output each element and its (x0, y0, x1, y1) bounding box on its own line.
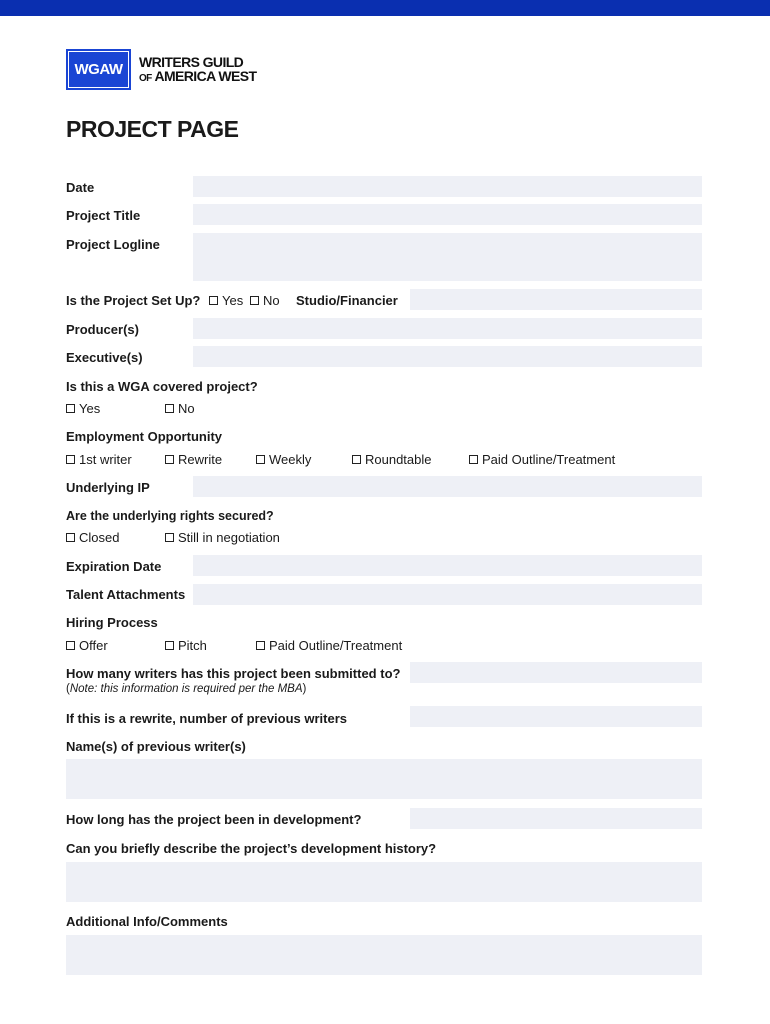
expiration-date-label: Expiration Date (66, 559, 162, 574)
checkbox-icon[interactable] (352, 455, 361, 464)
emp-weekly-option[interactable] (256, 452, 311, 467)
wga-covered-label: Is this a WGA covered project? (66, 379, 258, 394)
previous-writers-names-input[interactable] (66, 759, 702, 799)
rights-negotiation-option[interactable] (165, 530, 280, 545)
rights-secured-label: Are the underlying rights secured? (66, 509, 274, 523)
underlying-ip-label: Underlying IP (66, 480, 150, 495)
rights-negotiation-label: Still in negotiation (178, 530, 280, 545)
underlying-ip-input[interactable] (193, 476, 702, 497)
emp-paid-outline-option[interactable] (469, 452, 615, 467)
project-title-label: Project Title (66, 208, 141, 223)
wga-yes-option[interactable] (66, 401, 100, 416)
studio-financier-input[interactable] (410, 289, 702, 310)
expiration-date-input[interactable] (193, 555, 702, 576)
executives-input[interactable] (193, 346, 702, 367)
development-history-label: Can you briefly describe the project’s development history? (66, 841, 437, 856)
executives-label: Executive(s) (66, 350, 143, 365)
top-banner (0, 0, 770, 16)
development-history-input[interactable] (66, 862, 702, 902)
note-open-paren: ( (66, 683, 70, 695)
previous-writers-names-label: Name(s) of previous writer(s) (66, 739, 246, 754)
hire-pitch-label: Pitch (178, 638, 207, 653)
logo-line-1: WRITERS GUILD (139, 54, 244, 70)
note-text: Note: this information is required per the MBA (69, 683, 303, 695)
setup-yes-label: Yes (222, 293, 244, 308)
project-logline-label: Project Logline (66, 237, 160, 252)
project-title-input[interactable] (193, 204, 702, 225)
employment-opportunity-label: Employment Opportunity (66, 429, 222, 444)
wgaw-logo (66, 49, 131, 90)
checkbox-icon[interactable] (66, 641, 75, 650)
emp-roundtable-option[interactable] (352, 452, 432, 467)
date-input[interactable] (193, 176, 702, 197)
additional-info-label: Additional Info/Comments (66, 914, 228, 929)
setup-no-option[interactable] (250, 293, 280, 308)
previous-writers-count-input[interactable] (410, 706, 702, 727)
previous-writers-count-label: If this is a rewrite, number of previous writers (66, 711, 348, 726)
logo-america-west: AMERICA WEST (154, 68, 257, 84)
checkbox-icon[interactable] (256, 455, 265, 464)
rights-closed-label: Closed (79, 530, 120, 545)
producers-input[interactable] (193, 318, 702, 339)
wga-no-option[interactable] (165, 401, 195, 416)
development-time-input[interactable] (410, 808, 702, 829)
rights-closed-option[interactable] (66, 530, 119, 545)
emp-roundtable-label: Roundtable (365, 452, 432, 467)
setup-no-label: No (263, 293, 280, 308)
logo-mark: WGAW (69, 52, 128, 87)
emp-first-writer-option[interactable] (66, 452, 132, 467)
producers-label: Producer(s) (66, 322, 139, 337)
emp-weekly-label: Weekly (269, 452, 312, 467)
date-label: Date (66, 180, 95, 195)
emp-rewrite-label: Rewrite (178, 452, 223, 467)
wga-no-label: No (178, 401, 195, 416)
checkbox-icon[interactable] (66, 404, 75, 413)
note-close-paren: ) (302, 683, 307, 695)
wga-yes-label: Yes (79, 401, 101, 416)
mba-note (66, 683, 306, 695)
checkbox-icon[interactable] (165, 533, 174, 542)
hire-offer-label: Offer (79, 638, 108, 653)
checkbox-icon[interactable] (209, 296, 218, 305)
emp-rewrite-option[interactable] (165, 452, 222, 467)
logo-of: OF (139, 73, 152, 84)
checkbox-icon[interactable] (469, 455, 478, 464)
studio-financier-label: Studio/Financier (296, 293, 398, 308)
setup-question-label: Is the Project Set Up? (66, 293, 201, 308)
hire-pitch-option[interactable] (165, 638, 207, 653)
checkbox-icon[interactable] (165, 641, 174, 650)
checkbox-icon[interactable] (66, 533, 75, 542)
writers-submitted-label: How many writers has this project been submitted to? (66, 666, 401, 681)
talent-attachments-input[interactable] (193, 584, 702, 605)
additional-info-input[interactable] (66, 935, 702, 975)
writers-submitted-input[interactable] (410, 662, 702, 683)
logo-wordmark (139, 55, 256, 86)
logo-line-2 (139, 69, 256, 86)
page-title: PROJECT PAGE (66, 116, 239, 142)
development-time-label: How long has the project been in development? (66, 812, 362, 827)
checkbox-icon[interactable] (165, 404, 174, 413)
checkbox-icon[interactable] (250, 296, 259, 305)
checkbox-icon[interactable] (66, 455, 75, 464)
checkbox-icon[interactable] (256, 641, 265, 650)
project-logline-input[interactable] (193, 233, 702, 281)
hire-paid-outline-option[interactable] (256, 638, 402, 653)
checkbox-icon[interactable] (165, 455, 174, 464)
emp-first-writer-label: 1st writer (79, 452, 132, 467)
talent-attachments-label: Talent Attachments (66, 587, 186, 602)
hire-offer-option[interactable] (66, 638, 108, 653)
setup-yes-option[interactable] (209, 293, 243, 308)
emp-paid-outline-label: Paid Outline/Treatment (482, 452, 616, 467)
hiring-process-label: Hiring Process (66, 615, 158, 630)
hire-paid-outline-label: Paid Outline/Treatment (269, 638, 403, 653)
